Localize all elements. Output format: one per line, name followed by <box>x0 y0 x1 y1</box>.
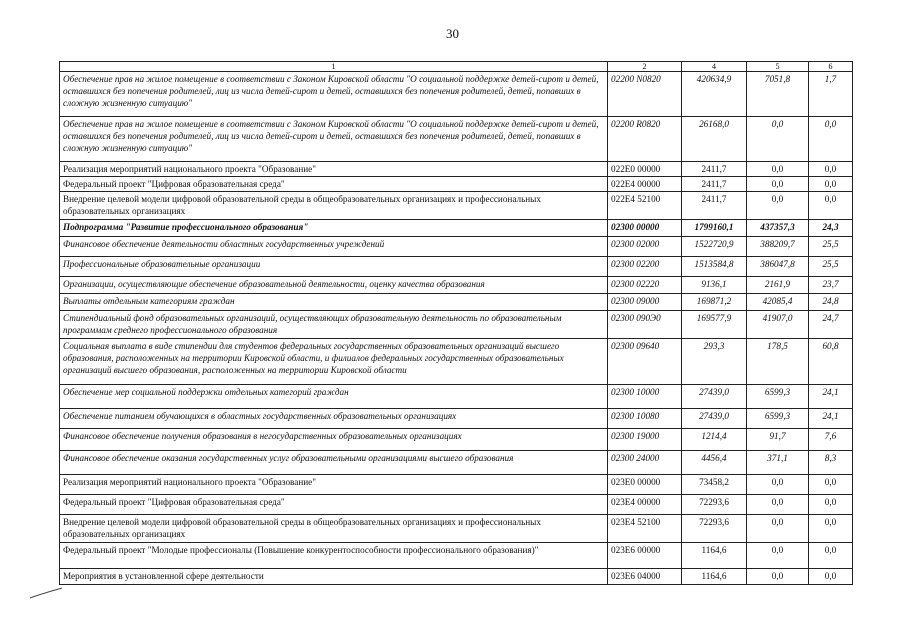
row-code: 02200 N0820 <box>608 72 682 117</box>
row-name: Обеспечение прав на жилое помещение в соответствии с Законом Кировской области "О социальной поддержке детей-сирот и детей, оставшихся без попечения родителей, лиц из числа детей-сирот и детей, оставшихся без попечения родителей, детей, попавших в сложную жизненную ситуацию" <box>60 117 608 162</box>
row-percent: 24,7 <box>809 311 853 339</box>
row-percent: 0,0 <box>809 543 853 569</box>
row-fact-value: 178,5 <box>747 339 809 385</box>
table-row <box>60 220 853 237</box>
row-percent: 1,7 <box>809 72 853 117</box>
row-name: Федеральный проект "Цифровая образовательная среда" <box>60 177 608 192</box>
row-fact-value: 386047,8 <box>747 257 809 277</box>
row-code: 02300 00000 <box>608 220 682 237</box>
row-name: Реализация мероприятий национального проекта "Образование" <box>60 475 608 495</box>
row-code: 023E6 00000 <box>608 543 682 569</box>
row-name: Профессиональные образовательные организации <box>60 257 608 277</box>
row-percent: 23,7 <box>809 277 853 294</box>
row-plan-value: 72293,6 <box>682 515 747 543</box>
row-percent: 7,6 <box>809 429 853 451</box>
row-fact-value: 41907,0 <box>747 311 809 339</box>
row-name: Реализация мероприятий национального проекта "Образование" <box>60 162 608 177</box>
row-code: 02300 02200 <box>608 257 682 277</box>
row-name: Финансовое обеспечение оказания государственных услуг образовательными организациями высшего образования <box>60 451 608 475</box>
row-plan-value: 73458,2 <box>682 475 747 495</box>
row-fact-value: 0,0 <box>747 177 809 192</box>
row-percent: 24,3 <box>809 220 853 237</box>
row-name: Внедрение целевой модели цифровой образовательной среды в общеобразовательных организациях и профессиональных образовательных организациях <box>60 515 608 543</box>
row-percent: 60,8 <box>809 339 853 385</box>
row-code: 02300 02000 <box>608 237 682 257</box>
row-plan-value: 1164,6 <box>682 543 747 569</box>
row-percent: 0,0 <box>809 495 853 515</box>
row-percent: 0,0 <box>809 515 853 543</box>
row-fact-value: 371,1 <box>747 451 809 475</box>
row-fact-value: 0,0 <box>747 515 809 543</box>
row-name: Обеспечение питанием обучающихся в областных государственных образовательных организациях <box>60 409 608 429</box>
row-percent: 0,0 <box>809 177 853 192</box>
row-plan-value: 4456,4 <box>682 451 747 475</box>
row-percent: 25,5 <box>809 237 853 257</box>
row-code: 02300 09000 <box>608 294 682 311</box>
row-fact-value: 2161,9 <box>747 277 809 294</box>
row-plan-value: 1513584,8 <box>682 257 747 277</box>
row-code: 02300 10000 <box>608 385 682 409</box>
row-percent: 8,3 <box>809 451 853 475</box>
table-row <box>60 475 853 495</box>
table-row <box>60 277 853 294</box>
table-row <box>60 117 853 162</box>
row-fact-value: 6599,3 <box>747 385 809 409</box>
row-code: 02300 09640 <box>608 339 682 385</box>
row-name: Стипендиальный фонд образовательных организаций, осуществляющих образовательную деятельность по образовательным программам среднего профессионального образования <box>60 311 608 339</box>
table-row <box>60 339 853 385</box>
row-code: 022E0 00000 <box>608 162 682 177</box>
row-percent: 24,1 <box>809 385 853 409</box>
row-fact-value: 0,0 <box>747 162 809 177</box>
table-row <box>60 311 853 339</box>
row-plan-value: 420634,9 <box>682 72 747 117</box>
row-plan-value: 1522720,9 <box>682 237 747 257</box>
table-row <box>60 72 853 117</box>
column-header: 4 <box>682 62 747 72</box>
row-name: Социальная выплата в виде стипендии для студентов федеральных государственных образовательных организаций высшего образования, расположенных на территории Кировской области, и филиалов федеральных государственных образовательных организаций высшего образования, расположенных на территории Кировской области <box>60 339 608 385</box>
row-name: Внедрение целевой модели цифровой образовательной среды в общеобразовательных организациях и профессиональных образовательных организациях <box>60 192 608 220</box>
table-row <box>60 177 853 192</box>
table-row <box>60 294 853 311</box>
table-row <box>60 451 853 475</box>
row-code: 023E0 00000 <box>608 475 682 495</box>
row-plan-value: 1164,6 <box>682 569 747 585</box>
table-row <box>60 543 853 569</box>
row-percent: 0,0 <box>809 162 853 177</box>
row-code: 02300 02220 <box>608 277 682 294</box>
row-code: 02300 10080 <box>608 409 682 429</box>
row-percent: 0,0 <box>809 475 853 495</box>
budget-table <box>59 61 853 585</box>
row-name: Выплаты отдельным категориям граждан <box>60 294 608 311</box>
row-code: 02300 24000 <box>608 451 682 475</box>
row-plan-value: 169577,9 <box>682 311 747 339</box>
row-fact-value: 437357,3 <box>747 220 809 237</box>
row-percent: 24,8 <box>809 294 853 311</box>
row-name: Организации, осуществляющие обеспечение образовательной деятельности, оценку качества образования <box>60 277 608 294</box>
table-row <box>60 515 853 543</box>
row-name: Обеспечение прав на жилое помещение в соответствии с Законом Кировской области "О социальной поддержке детей-сирот и детей, оставшихся без попечения родителей, лиц из числа детей-сирот и детей, оставшихся без попечения родителей, детей, попавших в сложную жизненную ситуацию" <box>60 72 608 117</box>
row-name: Федеральный проект "Молодые профессионалы (Повышение конкурентоспособности профессионального образования)" <box>60 543 608 569</box>
column-header: 5 <box>747 62 809 72</box>
row-code: 023E4 00000 <box>608 495 682 515</box>
row-fact-value: 91,7 <box>747 429 809 451</box>
table-row <box>60 257 853 277</box>
row-code: 02300 090Э0 <box>608 311 682 339</box>
row-percent: 24,1 <box>809 409 853 429</box>
row-code: 02300 19000 <box>608 429 682 451</box>
table-row <box>60 385 853 409</box>
pen-mark <box>28 586 64 600</box>
row-fact-value: 42085,4 <box>747 294 809 311</box>
table-row <box>60 429 853 451</box>
row-fact-value: 0,0 <box>747 543 809 569</box>
row-fact-value: 7051,8 <box>747 72 809 117</box>
row-plan-value: 26168,0 <box>682 117 747 162</box>
row-plan-value: 293,3 <box>682 339 747 385</box>
row-code: 023E6 04000 <box>608 569 682 585</box>
row-code: 023E4 52100 <box>608 515 682 543</box>
row-name: Обеспечение мер социальной поддержки отдельных категорий граждан <box>60 385 608 409</box>
row-name: Подпрограмма "Развитие профессионального образования" <box>60 220 608 237</box>
column-header: 2 <box>608 62 682 72</box>
row-plan-value: 27439,0 <box>682 409 747 429</box>
row-percent: 0,0 <box>809 117 853 162</box>
row-name: Федеральный проект "Цифровая образовательная среда" <box>60 495 608 515</box>
row-fact-value: 388209,7 <box>747 237 809 257</box>
row-percent: 25,5 <box>809 257 853 277</box>
table-row <box>60 495 853 515</box>
table-row <box>60 162 853 177</box>
row-fact-value: 0,0 <box>747 192 809 220</box>
table-row <box>60 192 853 220</box>
row-plan-value: 2411,7 <box>682 192 747 220</box>
row-name: Финансовое обеспечение деятельности областных государственных учреждений <box>60 237 608 257</box>
row-plan-value: 169871,2 <box>682 294 747 311</box>
row-fact-value: 6599,3 <box>747 409 809 429</box>
row-plan-value: 2411,7 <box>682 177 747 192</box>
table-row <box>60 569 853 585</box>
row-code: 022E4 52100 <box>608 192 682 220</box>
column-header: 6 <box>809 62 853 72</box>
row-fact-value: 0,0 <box>747 495 809 515</box>
row-code: 02200 R0820 <box>608 117 682 162</box>
row-name: Мероприятия в установленной сфере деятельности <box>60 569 608 585</box>
table-row <box>60 237 853 257</box>
row-percent: 0,0 <box>809 192 853 220</box>
row-plan-value: 1799160,1 <box>682 220 747 237</box>
column-number-row <box>60 62 853 72</box>
row-fact-value: 0,0 <box>747 117 809 162</box>
row-fact-value: 0,0 <box>747 569 809 585</box>
row-code: 022E4 00000 <box>608 177 682 192</box>
column-header: 1 <box>60 62 608 72</box>
row-fact-value: 0,0 <box>747 475 809 495</box>
page-number: 30 <box>446 26 459 41</box>
row-plan-value: 27439,0 <box>682 385 747 409</box>
row-percent: 0,0 <box>809 569 853 585</box>
row-name: Финансовое обеспечение получения образования в негосударственных образовательных организациях <box>60 429 608 451</box>
row-plan-value: 1214,4 <box>682 429 747 451</box>
row-plan-value: 2411,7 <box>682 162 747 177</box>
table-row <box>60 409 853 429</box>
row-plan-value: 72293,6 <box>682 495 747 515</box>
row-plan-value: 9136,1 <box>682 277 747 294</box>
